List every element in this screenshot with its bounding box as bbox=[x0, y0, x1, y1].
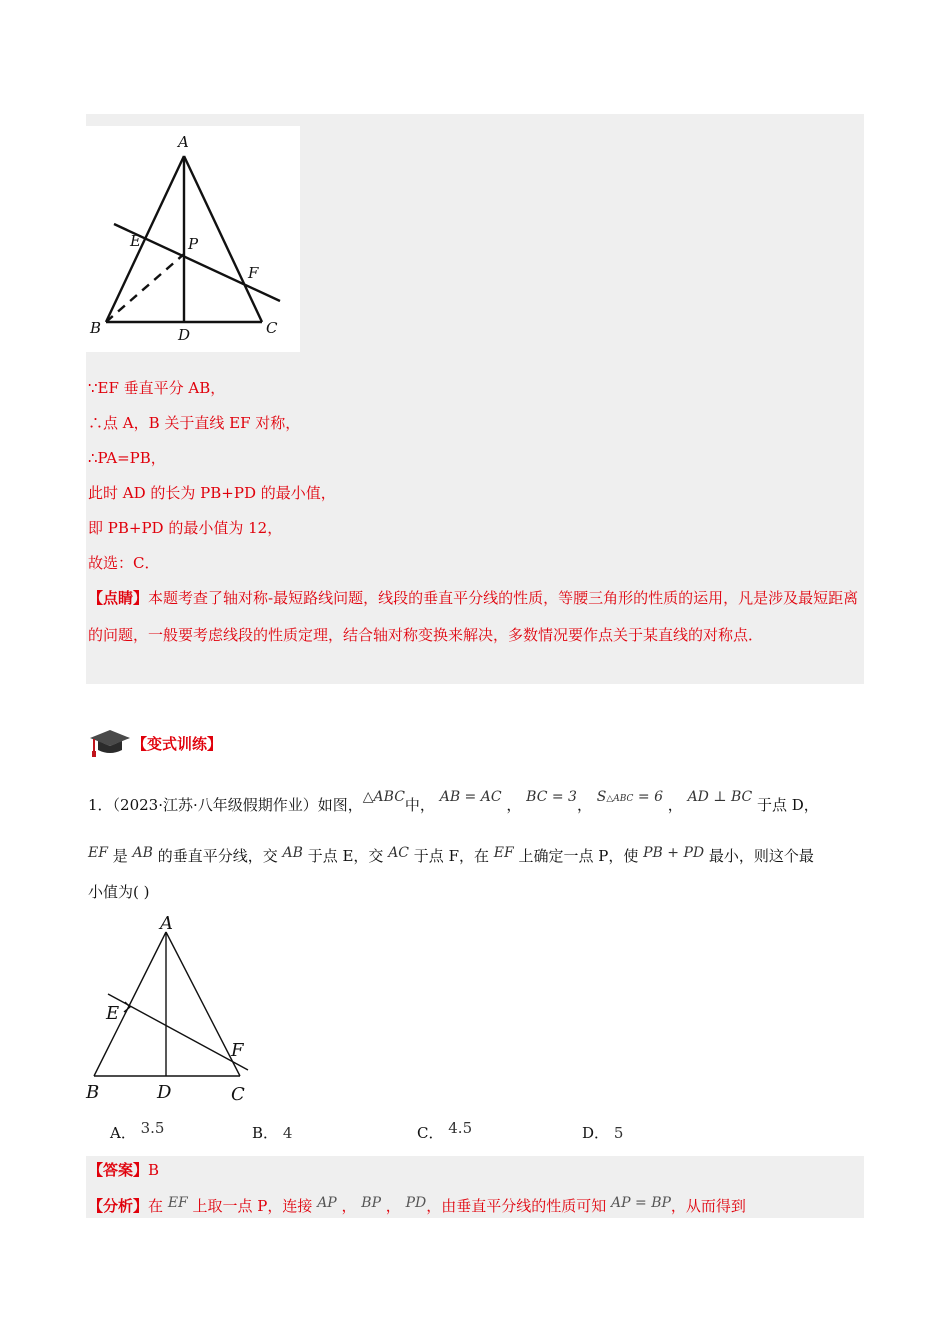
fig2-label-e: E bbox=[106, 1003, 120, 1024]
question-line-3: 小值为( ) bbox=[88, 883, 150, 901]
answer-value: B bbox=[148, 1161, 160, 1179]
analysis-text-4: ，从而得到 bbox=[670, 1197, 746, 1215]
text-shi: 是 bbox=[112, 847, 128, 865]
answer-tag: 【答案】 bbox=[88, 1161, 149, 1179]
question-number: 1． bbox=[88, 796, 113, 814]
option-c-value: 4.5 bbox=[448, 1119, 473, 1137]
comma-3: ， bbox=[667, 796, 683, 814]
math-area-sub: △ABC bbox=[606, 794, 634, 804]
analysis-math-ap: AP bbox=[317, 1195, 337, 1211]
answer-line bbox=[88, 1160, 159, 1180]
text-yudian-e: 于点 E，交 bbox=[307, 847, 384, 865]
fig2-label-a: A bbox=[160, 913, 173, 934]
fig1-label-e: E bbox=[130, 232, 141, 250]
comment-text: 本题考查了轴对称-最短路线问题，线段的垂直平分线的性质，等腰三角形的性质的运用，凡是涉及最短距离的问题，一般要考虑线段的性质定理，结合轴对称变换来解决，多数情况要作点关于某直线的对称点． bbox=[88, 589, 859, 644]
option-d-letter: D． bbox=[582, 1124, 610, 1142]
section-header bbox=[88, 726, 222, 760]
analysis-text-1: 在 bbox=[148, 1197, 164, 1215]
analysis-sep-1: ， bbox=[341, 1197, 357, 1215]
option-b-value: 4 bbox=[282, 1124, 293, 1142]
analysis-math-bp: BP bbox=[361, 1195, 382, 1211]
solution-line-1: ∵EF 垂直平分 AB， bbox=[88, 379, 226, 397]
text-perp-bisector: 的垂直平分线，交 bbox=[157, 847, 278, 865]
option-b-letter: B． bbox=[252, 1124, 279, 1142]
fig1-label-f: F bbox=[248, 264, 259, 282]
solution-line-2: ∴点 A，B 关于直线 EF 对称， bbox=[88, 414, 301, 432]
question-source: （2023·江苏·八年级假期作业）如图， bbox=[112, 796, 363, 814]
triangle-figure-1 bbox=[86, 126, 300, 352]
graduation-cap-icon bbox=[88, 726, 132, 760]
analysis-line bbox=[88, 1196, 746, 1217]
solution-line-3: ∴PA=PB， bbox=[88, 449, 166, 467]
solution-line-5: 即 PB+PD 的最小值为 12， bbox=[88, 519, 283, 537]
analysis-math-ap-eq-bp: AP = BP bbox=[611, 1195, 671, 1211]
analysis-text-2: 上取一点 P，连接 bbox=[192, 1197, 313, 1215]
math-ab: AB bbox=[132, 845, 153, 861]
fig1-label-a: A bbox=[178, 133, 189, 151]
option-b[interactable] bbox=[252, 1122, 292, 1143]
section-title: 【变式训练】 bbox=[132, 734, 223, 753]
fig1-label-b: B bbox=[90, 319, 102, 337]
triangle-figure-2 bbox=[84, 912, 260, 1108]
comment-tag: 【点睛】 bbox=[88, 589, 149, 607]
solution-line-4: 此时 AD 的长为 PB+PD 的最小值， bbox=[88, 484, 336, 502]
solution-line-6: 故选：C． bbox=[88, 554, 160, 572]
fig2-label-d: D bbox=[157, 1082, 172, 1103]
option-a[interactable] bbox=[110, 1119, 165, 1143]
text-point-p: 上确定一点 P，使 bbox=[518, 847, 639, 865]
analysis-math-pd: PD bbox=[405, 1195, 427, 1211]
fig2-label-c: C bbox=[231, 1084, 245, 1105]
math-ef-2: EF bbox=[493, 845, 514, 861]
answer-options bbox=[0, 1119, 950, 1148]
math-bc-eq-3: BC = 3 bbox=[526, 789, 577, 805]
text-zhong: 中， bbox=[404, 796, 435, 814]
question-line-2 bbox=[88, 846, 814, 867]
comma-2: ， bbox=[576, 796, 592, 814]
text-minimum: 最小，则这个最 bbox=[708, 847, 814, 865]
math-ab-eq-ac: AB = AC bbox=[439, 789, 502, 805]
option-a-value: 3.5 bbox=[140, 1119, 165, 1137]
fig2-label-b: B bbox=[86, 1082, 100, 1103]
question-line-1 bbox=[88, 789, 819, 818]
fig1-label-p: P bbox=[188, 235, 199, 253]
option-d[interactable] bbox=[582, 1122, 623, 1143]
analysis-tag: 【分析】 bbox=[88, 1197, 149, 1215]
fig2-label-f: F bbox=[231, 1040, 244, 1061]
text-yudian-d: 于点 D， bbox=[757, 796, 819, 814]
math-area-s: S bbox=[596, 789, 607, 805]
math-pb-pd: PB + PD bbox=[643, 845, 705, 861]
math-ad-perp-bc: AD ⊥ BC bbox=[687, 789, 753, 805]
analysis-text-3: ，由垂直平分线的性质可知 bbox=[426, 1197, 607, 1215]
option-a-letter: A． bbox=[110, 1124, 136, 1142]
math-ab-2: AB bbox=[282, 845, 303, 861]
analysis-sep-2: ， bbox=[385, 1197, 401, 1215]
math-area-val: = 6 bbox=[637, 789, 663, 805]
text-yudian-f: 于点 F，在 bbox=[413, 847, 489, 865]
math-area bbox=[597, 789, 663, 805]
analysis-math-ef: EF bbox=[167, 1195, 188, 1211]
option-c[interactable] bbox=[417, 1119, 473, 1143]
comment-paragraph bbox=[88, 580, 860, 654]
math-ac: AC bbox=[388, 845, 410, 861]
option-c-letter: C． bbox=[417, 1124, 444, 1142]
math-ef: EF bbox=[88, 845, 108, 861]
option-d-value: 5 bbox=[613, 1124, 624, 1142]
fig1-label-d: D bbox=[178, 326, 191, 344]
math-triangle-abc: △ABC bbox=[362, 789, 405, 805]
fig1-label-c: C bbox=[266, 319, 278, 337]
comma-1: ， bbox=[506, 796, 522, 814]
